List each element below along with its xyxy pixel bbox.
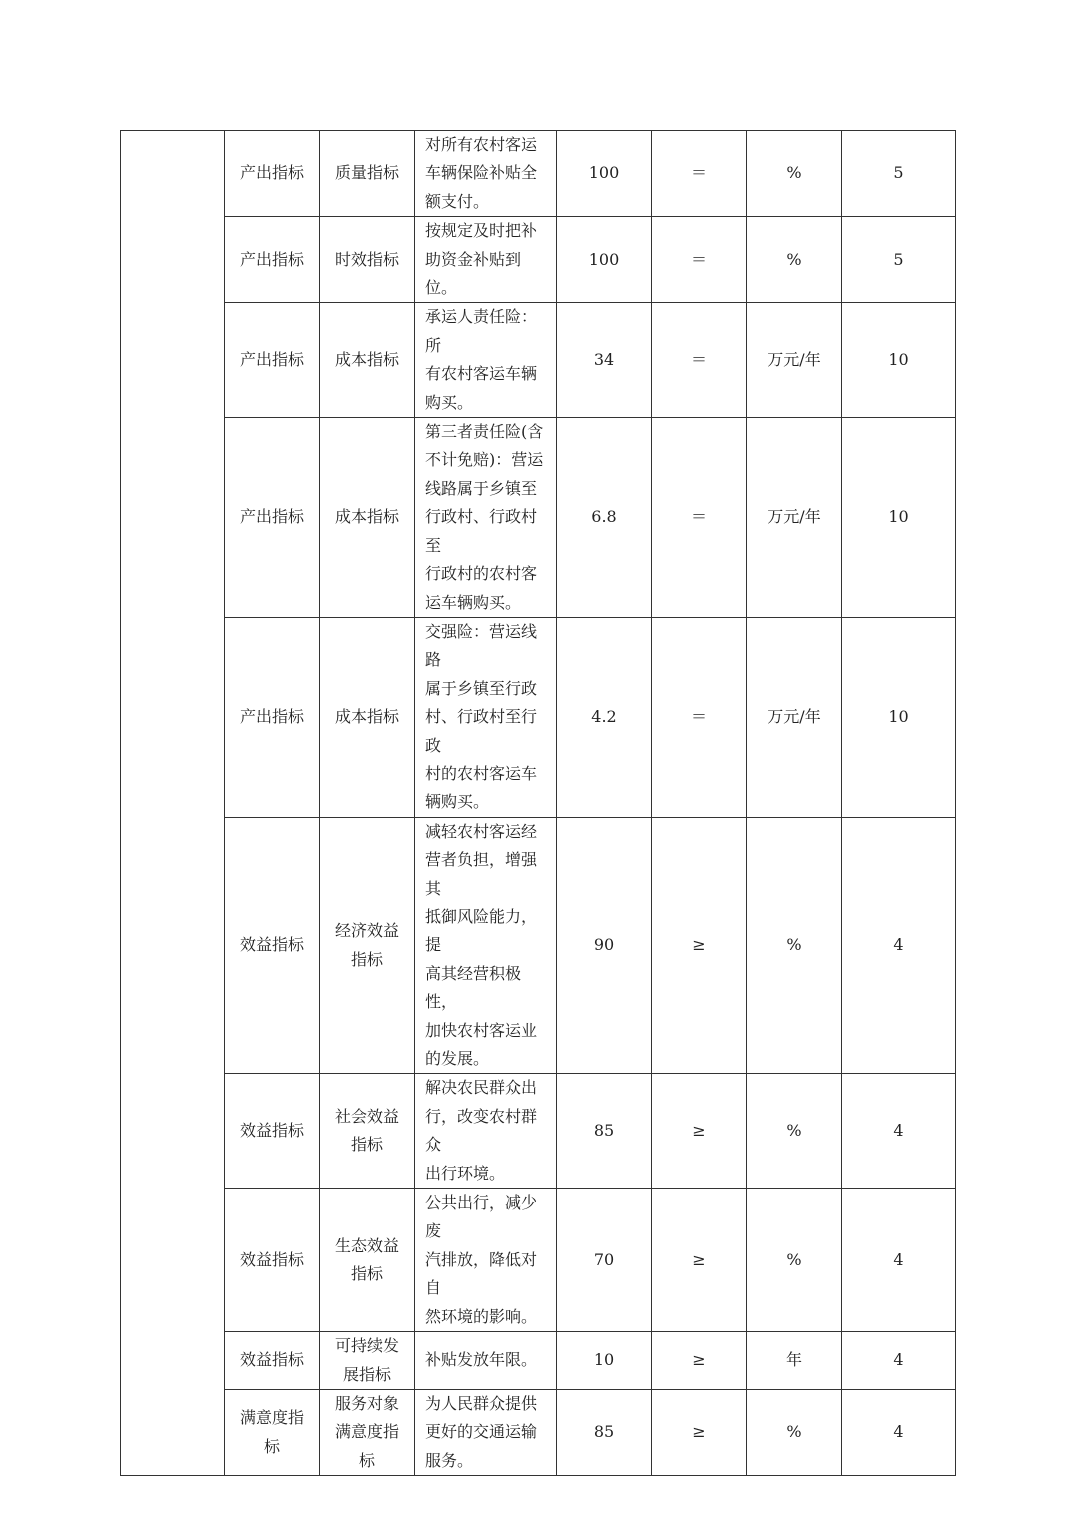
operator-cell: ＝ bbox=[652, 303, 747, 418]
unit-cell: % bbox=[747, 817, 842, 1074]
score-cell: 4 bbox=[842, 1390, 956, 1476]
score-cell: 4 bbox=[842, 1189, 956, 1332]
indicator-description-cell: 为人民群众提供 更好的交通运输 服务。 bbox=[415, 1390, 557, 1476]
table-row bbox=[121, 1332, 956, 1390]
level1-indicator-cell: 效益指标 bbox=[225, 1074, 320, 1189]
operator-cell: ≥ bbox=[652, 1390, 747, 1476]
target-value-cell: 85 bbox=[557, 1074, 652, 1189]
table-row bbox=[121, 817, 956, 1074]
target-value-cell: 34 bbox=[557, 303, 652, 418]
operator-cell: ≥ bbox=[652, 1332, 747, 1390]
level1-indicator-cell: 产出指标 bbox=[225, 303, 320, 418]
level1-indicator-cell: 效益指标 bbox=[225, 817, 320, 1074]
level2-indicator-cell: 时效指标 bbox=[320, 217, 415, 303]
indicator-description-cell: 减轻农村客运经 营者负担，增强其 抵御风险能力，提 高其经营积极性， 加快农村客运业 的发展。 bbox=[415, 817, 557, 1074]
score-cell: 4 bbox=[842, 817, 956, 1074]
indicator-description-cell: 对所有农村客运 车辆保险补贴全 额支付。 bbox=[415, 131, 557, 217]
unit-cell: 万元/年 bbox=[747, 303, 842, 418]
performance-indicator-table bbox=[120, 130, 956, 1476]
level2-indicator-cell: 质量指标 bbox=[320, 131, 415, 217]
unit-cell: % bbox=[747, 1189, 842, 1332]
level2-indicator-cell: 可持续发 展指标 bbox=[320, 1332, 415, 1390]
unit-cell: 万元/年 bbox=[747, 617, 842, 817]
score-cell: 5 bbox=[842, 131, 956, 217]
target-value-cell: 70 bbox=[557, 1189, 652, 1332]
operator-cell: ＝ bbox=[652, 131, 747, 217]
table-row bbox=[121, 131, 956, 217]
indicator-description-cell: 补贴发放年限。 bbox=[415, 1332, 557, 1390]
level2-indicator-cell: 社会效益 指标 bbox=[320, 1074, 415, 1189]
level2-indicator-cell: 服务对象 满意度指 标 bbox=[320, 1390, 415, 1476]
unit-cell: % bbox=[747, 131, 842, 217]
level2-indicator-cell: 经济效益 指标 bbox=[320, 817, 415, 1074]
level1-indicator-cell: 效益指标 bbox=[225, 1189, 320, 1332]
indicator-description-cell: 解决农民群众出 行，改变农村群众 出行环境。 bbox=[415, 1074, 557, 1189]
target-value-cell: 100 bbox=[557, 217, 652, 303]
table-row bbox=[121, 617, 956, 817]
unit-cell: 年 bbox=[747, 1332, 842, 1390]
level2-indicator-cell: 成本指标 bbox=[320, 617, 415, 817]
unit-cell: % bbox=[747, 217, 842, 303]
table-row bbox=[121, 303, 956, 418]
level1-indicator-cell: 产出指标 bbox=[225, 418, 320, 618]
target-value-cell: 90 bbox=[557, 817, 652, 1074]
target-value-cell: 85 bbox=[557, 1390, 652, 1476]
merged-first-column-cell bbox=[121, 131, 225, 1476]
operator-cell: ＝ bbox=[652, 617, 747, 817]
level1-indicator-cell: 效益指标 bbox=[225, 1332, 320, 1390]
unit-cell: % bbox=[747, 1074, 842, 1189]
operator-cell: ≥ bbox=[652, 1189, 747, 1332]
target-value-cell: 100 bbox=[557, 131, 652, 217]
level2-indicator-cell: 成本指标 bbox=[320, 418, 415, 618]
unit-cell: 万元/年 bbox=[747, 418, 842, 618]
target-value-cell: 6.8 bbox=[557, 418, 652, 618]
level1-indicator-cell: 产出指标 bbox=[225, 617, 320, 817]
score-cell: 10 bbox=[842, 418, 956, 618]
operator-cell: ＝ bbox=[652, 418, 747, 618]
table-row bbox=[121, 1189, 956, 1332]
level1-indicator-cell: 满意度指 标 bbox=[225, 1390, 320, 1476]
table-row bbox=[121, 418, 956, 618]
operator-cell: ＝ bbox=[652, 217, 747, 303]
indicator-description-cell: 公共出行，减少废 汽排放，降低对自 然环境的影响。 bbox=[415, 1189, 557, 1332]
score-cell: 4 bbox=[842, 1074, 956, 1189]
operator-cell: ≥ bbox=[652, 1074, 747, 1189]
score-cell: 10 bbox=[842, 617, 956, 817]
score-cell: 4 bbox=[842, 1332, 956, 1390]
target-value-cell: 4.2 bbox=[557, 617, 652, 817]
unit-cell: % bbox=[747, 1390, 842, 1476]
level1-indicator-cell: 产出指标 bbox=[225, 217, 320, 303]
operator-cell: ≥ bbox=[652, 817, 747, 1074]
score-cell: 5 bbox=[842, 217, 956, 303]
indicator-description-cell: 交强险：营运线路 属于乡镇至行政 村、行政村至行政 村的农村客运车 辆购买。 bbox=[415, 617, 557, 817]
level2-indicator-cell: 成本指标 bbox=[320, 303, 415, 418]
indicator-description-cell: 按规定及时把补 助资金补贴到位。 bbox=[415, 217, 557, 303]
indicator-description-cell: 第三者责任险(含 不计免赔)：营运 线路属于乡镇至 行政村、行政村至 行政村的农村客 运车辆购买。 bbox=[415, 418, 557, 618]
target-value-cell: 10 bbox=[557, 1332, 652, 1390]
table-row bbox=[121, 217, 956, 303]
score-cell: 10 bbox=[842, 303, 956, 418]
indicator-description-cell: 承运人责任险：所 有农村客运车辆 购买。 bbox=[415, 303, 557, 418]
table-row bbox=[121, 1390, 956, 1476]
table-row bbox=[121, 1074, 956, 1189]
level1-indicator-cell: 产出指标 bbox=[225, 131, 320, 217]
level2-indicator-cell: 生态效益 指标 bbox=[320, 1189, 415, 1332]
